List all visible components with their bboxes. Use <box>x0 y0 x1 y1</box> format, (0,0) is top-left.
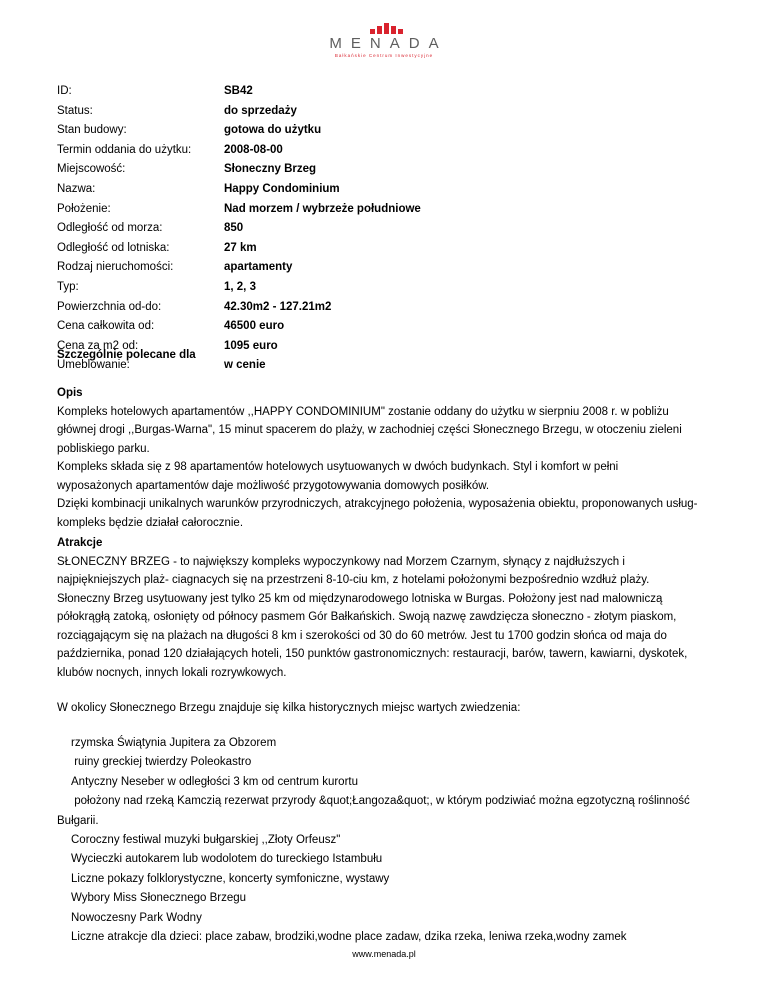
opis-heading: Opis <box>57 387 83 399</box>
info-value: 1, 2, 3 <box>224 280 256 293</box>
info-value: 46500 euro <box>224 320 285 333</box>
place-item: rzymska Świątynia Jupitera za Obzorem <box>71 737 277 749</box>
info-value: Słoneczny Brzeg <box>224 163 317 176</box>
opis-line: Dzięki kombinacji unikalnych warunków przyrodniczych, atrakcyjnego położenia, wyposażenia obiektu, proponowanych usług- <box>57 498 698 510</box>
opis-line: Kompleks składa się z 98 apartamentów hotelowych usytuowanych w dwóch budynkach. Styl i komfort w pełni <box>57 461 619 473</box>
logo-wordmark: MENADA <box>329 35 448 52</box>
atrakcje-heading: Atrakcje <box>57 537 103 549</box>
info-label: Cena za m2 od: <box>57 339 139 352</box>
info-value: Nad morzem / wybrzeże południowe <box>224 202 421 215</box>
info-row <box>57 319 421 339</box>
footer-url: www.menada.pl <box>352 949 416 959</box>
info-label: ID: <box>57 85 72 97</box>
info-label: Odległość od lotniska: <box>57 241 170 254</box>
logo-tagline: Bałkańskie Centrum Inwestycyjne <box>334 53 434 58</box>
info-label: Nazwa: <box>57 182 96 195</box>
recommended-heading: Szczególnie polecane dla <box>57 349 196 361</box>
atrakcje-intro: W okolicy Słonecznego Brzegu znajduje się kilka historycznych miejsc wartych zwiedzenia: <box>57 702 521 714</box>
info-value: Happy Condominium <box>224 182 340 195</box>
info-label: Rodzaj nieruchomości: <box>57 261 174 274</box>
info-value: 850 <box>224 222 244 235</box>
atrakcje-line: Słoneczny Brzeg usytuowany jest tylko 25 km od międzynarodowego lotniska w Burgas. Położony jest nad malowniczą <box>57 592 663 605</box>
opis-line: Kompleks hotelowych apartamentów ,,HAPPY CONDOMINIUM" zostanie oddany do użytku w sierpniu 2008 r. w pobliżu <box>57 405 669 418</box>
opis-line: kompleks będzie działał całorocznie. <box>57 516 244 529</box>
place-item: Nowoczesny Park Wodny <box>71 911 202 924</box>
place-item: ruiny greckiej twierdzy Poleokastro <box>71 756 252 769</box>
info-row <box>57 104 421 124</box>
opis-line: pobliskiego parku. <box>57 442 150 455</box>
info-row <box>57 260 421 280</box>
info-label: Położenie: <box>57 202 111 215</box>
info-row <box>57 162 421 182</box>
atrakcje-line: rozciągającym się na plażach na długości 8 km i szerokości od 30 do 60 metrów. Jest tu 1700 godzin słońca od maja do <box>57 629 667 642</box>
info-label: Umeblowanie: <box>57 359 130 372</box>
info-row <box>57 143 421 163</box>
place-item: Bułgarii. <box>57 814 99 827</box>
info-label: Status: <box>57 104 93 117</box>
opis-section <box>57 384 727 532</box>
info-value: do sprzedaży <box>224 104 297 117</box>
info-value: gotowa do użytku <box>224 124 322 137</box>
menada-logo <box>0 22 768 58</box>
place-item: Wybory Miss Słonecznego Brzegu <box>71 892 247 905</box>
atrakcje-line: SŁONECZNY BRZEG - to największy kompleks wypoczynkowy nad Morzem Czarnym, słynący z najdłuższych i <box>57 555 625 568</box>
info-value: 42.30m2 - 127.21m2 <box>224 300 332 313</box>
info-row <box>57 300 421 320</box>
info-label: Miejscowość: <box>57 163 126 176</box>
atrakcje-section <box>57 534 727 718</box>
place-item: Antyczny Neseber w odległości 3 km od centrum kurortu <box>71 775 358 788</box>
opis-line: głównej drogi ,,Burgas-Warna", 15 minut spacerem do plaży, w zachodniej części Słonecznego Brzegu, w otoczeniu zieleni <box>57 424 682 436</box>
info-label: Odległość od morza: <box>57 222 163 235</box>
info-value: 2008-08-00 <box>224 143 283 156</box>
place-item: położony nad rzeką Kamczią rezerwat przyrody &quot;Łangoza&quot;, w którym podziwiać można egzotyczną roślinność <box>71 795 690 808</box>
info-value: 27 km <box>224 241 257 254</box>
recommended-section <box>57 346 727 365</box>
info-row <box>57 221 421 241</box>
info-row <box>57 241 421 261</box>
opis-line: wyposażonych apartamentów daje możliwość przygotowywania domowych posiłków. <box>57 479 490 492</box>
info-row <box>57 84 421 104</box>
logo-squares-icon <box>4 22 768 34</box>
info-value: SB42 <box>224 85 253 97</box>
info-row <box>57 123 421 143</box>
info-label: Typ: <box>57 280 79 293</box>
info-label: Cena całkowita od: <box>57 320 155 333</box>
places-list <box>57 734 747 947</box>
info-value: apartamenty <box>224 261 293 274</box>
info-label: Stan budowy: <box>57 124 127 137</box>
place-item: Wycieczki autokarem lub wodolotem do tureckiego Istambułu <box>71 853 383 866</box>
property-info-table <box>57 84 421 378</box>
place-item: Coroczny festiwal muzyki bułgarskiej ,,Złoty Orfeusz" <box>71 834 341 847</box>
atrakcje-line: półokrągłą zatoką, osłonięty od północy pasmem Gór Bałkańskich. Swoją nazwę zawdzięcza słoneczno - złotym piaskom, <box>57 611 677 623</box>
place-item: Liczne atrakcje dla dzieci: place zabaw, brodziki,wodne place zadaw, dzika rzeka, leniwa rzeka,wodny zamek <box>71 931 627 944</box>
place-item: Liczne pokazy folklorystyczne, koncerty symfoniczne, wystawy <box>71 872 390 885</box>
info-row <box>57 280 421 300</box>
info-value: 1095 euro <box>224 339 278 352</box>
atrakcje-line: najpiękniejszych plaż- ciagnacych się na przestrzeni 8-10-ciu km, z hotelami położonymi bezpośrednio wzdłuż plaży. <box>57 574 650 586</box>
info-row <box>57 202 421 222</box>
atrakcje-line: klubów nocnych, innych lokali rozrywkowych. <box>57 666 287 679</box>
info-value: w cenie <box>224 359 266 372</box>
atrakcje-line: października, ponad 120 działających hoteli, 150 punktów gastronomicznych: restauracji, barów, tawern, kawiarni, dyskotek, <box>57 648 688 660</box>
info-row <box>57 182 421 202</box>
info-label: Powierzchnia od-do: <box>57 300 162 313</box>
info-label: Termin oddania do użytku: <box>57 143 192 156</box>
